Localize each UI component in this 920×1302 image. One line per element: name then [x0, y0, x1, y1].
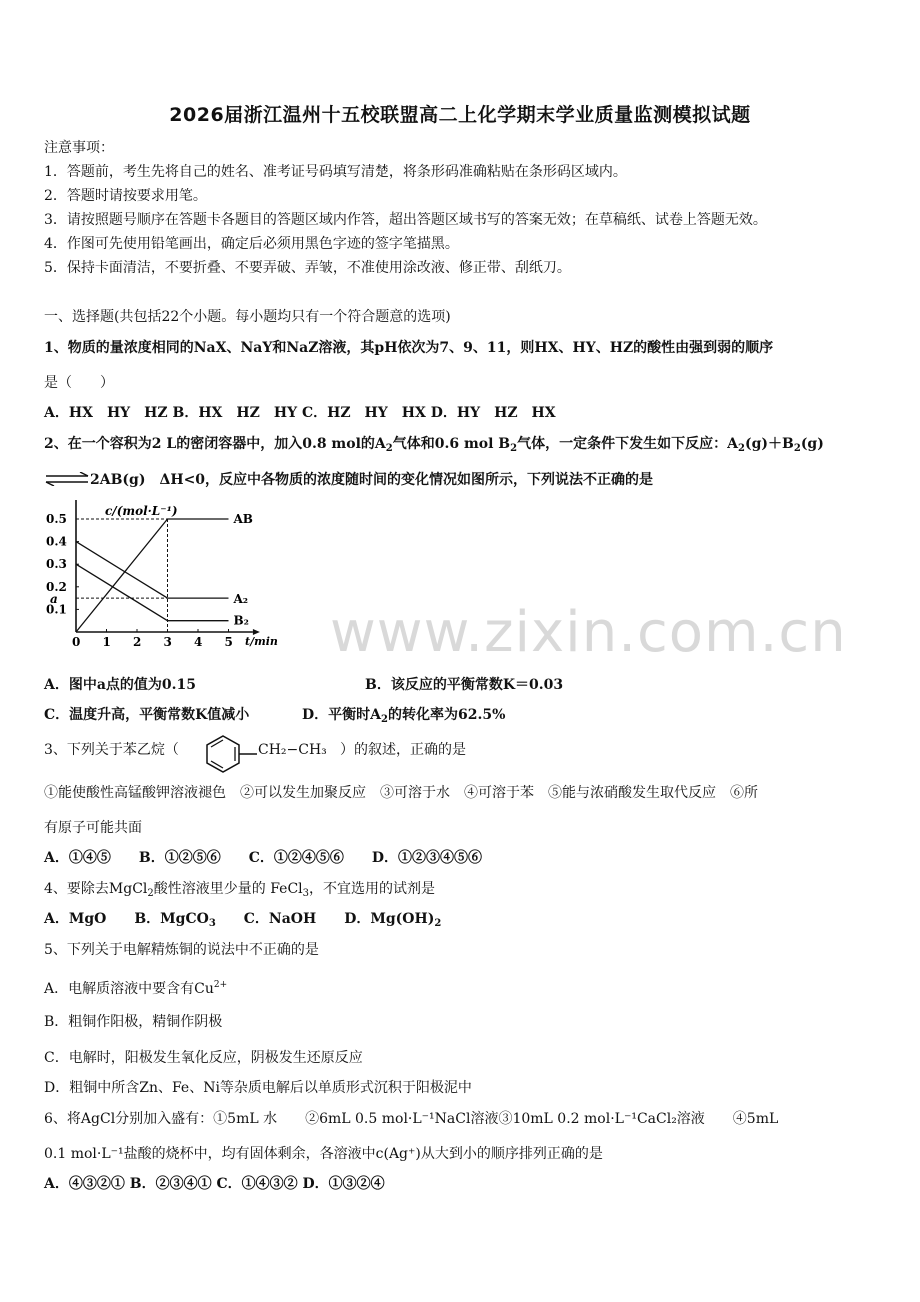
q2-option-d-b: 的转化率为62.5% [387, 707, 506, 723]
q3-statements: ①能使酸性高锰酸钾溶液褪色 ②可以发生加聚反应 ③可溶于水 ④可溶于苯 ⑤能与浓硝酸发生取代反应 ⑥所 [44, 785, 758, 801]
y-tick-label: 0.3 [46, 557, 67, 572]
concentration-time-graph [40, 500, 300, 655]
series-line-3 [76, 564, 229, 621]
q2-option-d-a: D．平衡时A [302, 707, 382, 723]
q5-option-a [44, 975, 227, 999]
q3-stem-b: ）的叙述，正确的是 [340, 742, 466, 758]
q2-stem-line2-text: 2AB(g) ΔH<0，反应中各物质的浓度随时间的变化情况如图所示，下列说法不正确的是 [90, 472, 654, 488]
q2-option-c: C．温度升高，平衡常数K值减小 [44, 707, 250, 723]
q6-stem-cont: 0.1 mol·L⁻¹盐酸的烧杯中，均有固体剩余，各溶液中c(Ag⁺)从大到小的顺序排列正确的是 [44, 1146, 603, 1162]
q6-options: A．④③②① B．②③④① C．①④③② D．①③②④ [44, 1176, 385, 1192]
series-label-1: AB [233, 512, 253, 526]
x-tick-label: 0 [72, 635, 81, 649]
q3-stem-a: 3、下列关于苯乙烷（ [44, 742, 179, 758]
notice-item-2: 2．答题时请按要求用笔。 [44, 188, 207, 204]
q5-option-d: D．粗铜中所含Zn、Fe、Ni等杂质电解后以单质形式沉积于阳极泥中 [44, 1080, 472, 1096]
q4-stem [44, 879, 435, 904]
q4-sub-3: 3 [302, 888, 310, 899]
x-tick-label: 1 [102, 635, 111, 649]
y-axis-label: c/(mol·L⁻¹) [105, 504, 178, 518]
q2-stem [44, 434, 824, 459]
x-axis-label: t/min [245, 635, 278, 648]
notice-item-3: 3．请按照题号顺序在答题卡各题目的答题区域内作答，超出答题区域书写的答案无效；在草稿纸、试卷上答题无效。 [44, 212, 767, 228]
notice-heading: 注意事项： [44, 140, 114, 156]
q6-stem: 6、将AgCl分别加入盛有：①5mL 水 ②6mL 0.5 mol·L⁻¹NaCl溶液③10mL 0.2 mol·L⁻¹CaCl₂溶液 ④5mL [44, 1111, 779, 1127]
q2-sub-b2: 2 [510, 443, 518, 454]
series-label-2: A₂ [233, 592, 249, 607]
q2-sub-a2: 2 [385, 443, 393, 454]
q4-options-b: C．NaOH D．Mg(OH) [215, 911, 435, 927]
y-tick-label: 0.2 [46, 579, 67, 594]
q2-option-d [302, 705, 505, 730]
q5-option-c: C．电解时，阳极发生氧化反应，阴极发生还原反应 [44, 1050, 363, 1066]
q3-formula: CH₂−CH₃ [258, 742, 327, 758]
q1-stem-cont: 是（ ） [44, 375, 114, 391]
benzene-ring-icon [203, 734, 263, 774]
q4-stem-c: ，不宜选用的试剂是 [309, 881, 436, 897]
q5-option-a-text: A．电解质溶液中要含有Cu [44, 981, 214, 997]
q2-stem-a: 2、在一个容积为2 L的密闭容器中，加入0.8 mol的A [44, 436, 386, 452]
q2-stem-line2 [44, 470, 653, 490]
notice-item-5: 5．保持卡面清洁，不要折叠、不要弄破、弄皱，不准使用涂改液、修正带、刮纸刀。 [44, 260, 571, 276]
q4-options [44, 909, 441, 934]
q2-stem-e: (g) [800, 436, 824, 452]
q2-option-d-sub: 2 [381, 714, 388, 725]
x-tick-label: 4 [194, 635, 203, 649]
x-tick-label: 3 [163, 635, 172, 649]
q2-option-a: A．图中a点的值为0.15 [44, 677, 197, 693]
q4-options-sub2: 2 [434, 918, 442, 929]
series-labels [233, 512, 253, 628]
y-marker-a: a [50, 592, 58, 607]
q4-stem-a: 4、要除去MgCl [44, 881, 148, 897]
series-line-2 [76, 542, 229, 599]
q1-options: A．HX HY HZ B．HX HZ HY C．HZ HY HX D．HY HZ HX [44, 405, 556, 421]
q5-option-a-sup: 2+ [213, 980, 228, 990]
x-tick-label: 2 [133, 635, 142, 649]
notice-item-4: 4．作图可先使用铅笔画出，确定后必须用黑色字迹的签字笔描黑。 [44, 236, 459, 252]
section-heading: 一、选择题(共包括22个小题。每小题均只有一个符合题意的选项) [44, 309, 451, 325]
x-tick-label: 5 [224, 635, 233, 649]
q2-sub-b2b: 2 [793, 443, 801, 454]
page-title: 2026届浙江温州十五校联盟高二上化学期末学业质量监测模拟试题 [169, 104, 751, 126]
q1-stem: 1、物质的量浓度相同的NaX、NaY和NaZ溶液，其pH依次为7、9、11，则HX、HY、HZ的酸性由强到弱的顺序 [44, 340, 774, 356]
q2-option-b: B．该反应的平衡常数K＝0.03 [365, 677, 564, 693]
notice-item-1: 1．答题前，考生先将自己的姓名、准考证号码填写清楚，将条形码准确粘贴在条形码区域内。 [44, 164, 627, 180]
equilibrium-arrow-icon [44, 472, 90, 486]
y-tick-label: 0.5 [46, 512, 67, 526]
series-line-1 [76, 519, 229, 632]
q3-statements-cont: 有原子可能共面 [44, 820, 142, 836]
q5-option-b: B．粗铜作阳极，精铜作阴极 [44, 1014, 223, 1030]
y-tick-label: 0.1 [46, 602, 67, 617]
q4-options-sub3: 3 [208, 918, 216, 929]
q2-sub-a2b: 2 [738, 443, 745, 454]
q4-sub-2: 2 [147, 888, 154, 899]
y-tick-label: 0.4 [46, 534, 67, 549]
watermark: www.zixin.com.cn [330, 600, 847, 665]
q5-stem: 5、下列关于电解精炼铜的说法中不正确的是 [44, 942, 319, 958]
series-label-3: B₂ [233, 613, 249, 628]
q4-stem-b: 酸性溶液里少量的 FeCl [153, 881, 303, 897]
q4-options-a: A．MgO B．MgCO [44, 911, 209, 927]
series-lines [76, 519, 229, 632]
q2-stem-b: 气体和0.6 mol B [392, 436, 511, 452]
q3-options: A．①④⑤ B．①②⑤⑥ C．①②④⑤⑥ D．①②③④⑤⑥ [44, 850, 482, 866]
q2-stem-c: 气体，一定条件下发生如下反应：A [517, 436, 738, 452]
q2-stem-d: (g)＋B [744, 436, 794, 452]
